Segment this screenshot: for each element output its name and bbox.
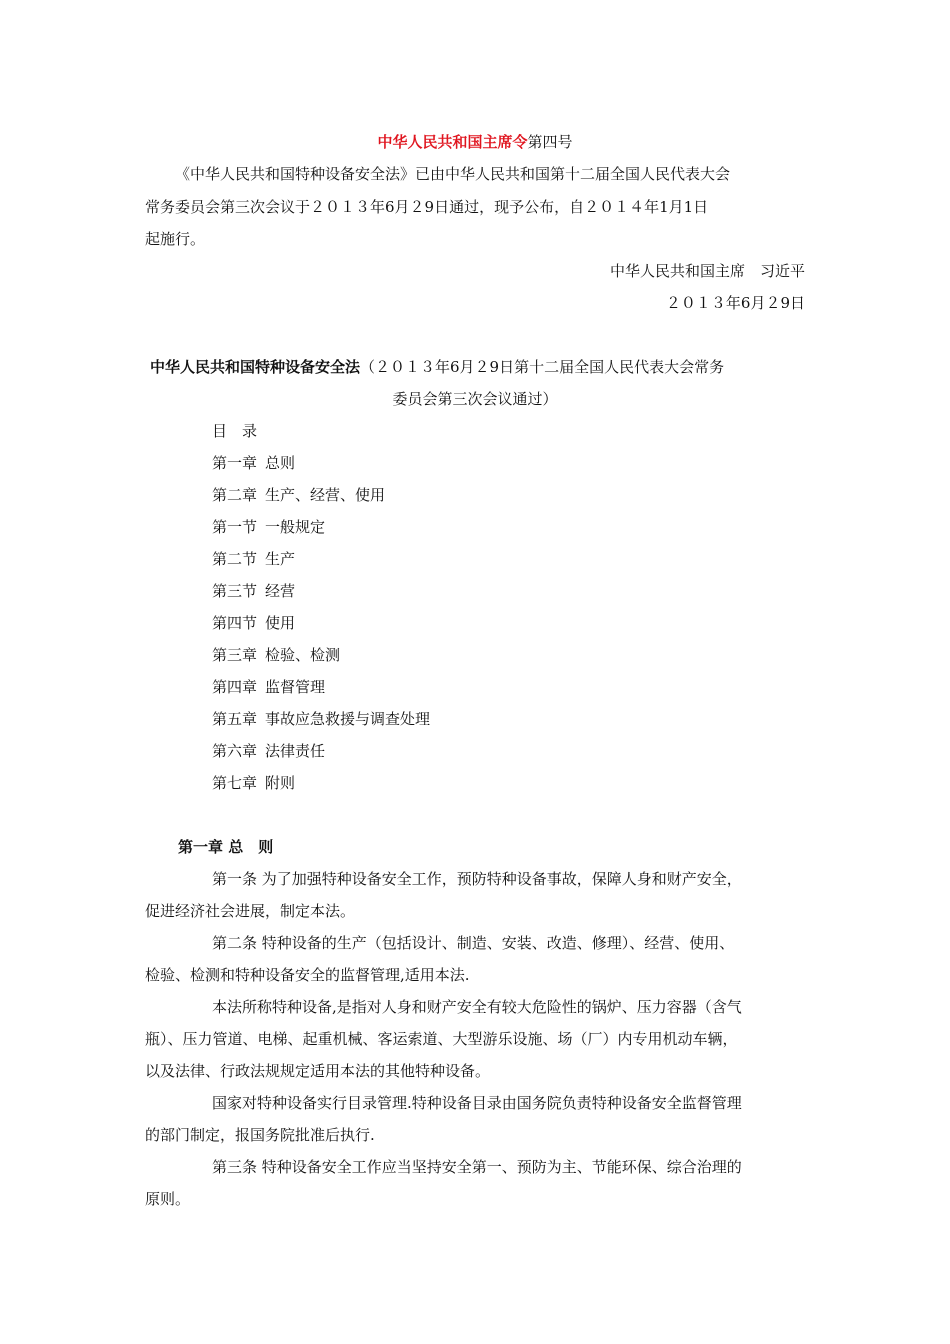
article-1-line-1: 第一条 为了加强特种设备安全工作，预防特种设备事故，保障人身和财产安全， (212, 870, 742, 888)
article-2c-line-1: 国家对特种设备实行目录管理.特种设备目录由国务院负责特种设备安全监督管理 (212, 1094, 742, 1112)
article-3-line-1: 第三条 特种设备安全工作应当坚持安全第一、预防为主、节能环保、综合治理的 (212, 1158, 742, 1176)
order-paragraph-line-1: 《中华人民共和国特种设备安全法》已由中华人民共和国第十二届全国人民代表大会 (175, 165, 731, 183)
toc-item-num: 第五章 (212, 710, 258, 728)
law-title-note-2: 委员会第三次会议通过） (392, 390, 558, 408)
article-2b-line-1: 本法所称特种设备,是指对人身和财产安全有较大危险性的锅炉、压力容器（含气 (212, 998, 742, 1016)
toc-item (212, 709, 430, 729)
toc-item-num: 第七章 (212, 774, 258, 792)
toc-item (212, 581, 295, 601)
toc-item-title: 一般规定 (265, 518, 326, 536)
toc-item-num: 第一节 (212, 518, 258, 536)
order-title-suffix: 第四号 (527, 133, 573, 151)
toc-item-num: 第二节 (212, 550, 258, 568)
toc-item-title: 经营 (265, 582, 296, 600)
toc-item-num: 第三节 (212, 582, 258, 600)
law-title (150, 357, 724, 377)
order-paragraph-line-3: 起施行。 (145, 230, 206, 248)
toc-item-title: 检验、检测 (265, 646, 341, 664)
toc-item-title: 生产 (265, 550, 296, 568)
toc-item-num: 第六章 (212, 742, 258, 760)
article-3-line-2: 原则。 (145, 1190, 191, 1208)
toc-item (212, 645, 340, 665)
toc-heading: 目 录 (212, 422, 258, 440)
toc-item-title: 总则 (265, 454, 296, 472)
toc-item (212, 485, 385, 505)
article-2b-line-3: 以及法律、行政法规规定适用本法的其他特种设备。 (145, 1062, 491, 1080)
toc-item (212, 741, 325, 761)
article-2b-line-2: 瓶）、压力管道、电梯、起重机械、客运索道、大型游乐设施、场（厂）内专用机动车辆， (145, 1030, 738, 1048)
law-title-bold: 中华人民共和国特种设备安全法 (150, 358, 361, 376)
toc-item-num: 第二章 (212, 486, 258, 504)
toc-item-title: 监督管理 (265, 678, 326, 696)
toc-item-title: 使用 (265, 614, 296, 632)
toc-item-num: 第四章 (212, 678, 258, 696)
toc-item (212, 773, 295, 793)
article-2-line-2: 检验、检测和特种设备安全的监督管理,适用本法. (145, 966, 470, 984)
article-2-line-1: 第二条 特种设备的生产（包括设计、制造、安装、改造、修理）、经营、使用、 (212, 934, 735, 952)
toc-item (212, 549, 295, 569)
order-paragraph-line-2: 常务委员会第三次会议于２０１３年6月２9日通过，现予公布，自２０１４年1月1日 (145, 198, 709, 216)
toc-item-num: 第四节 (212, 614, 258, 632)
article-2c-line-2: 的部门制定，报国务院批准后执行. (145, 1126, 375, 1144)
toc-item-num: 第一章 (212, 454, 258, 472)
chapter-heading: 第一章 总 则 (178, 838, 274, 856)
order-title-red: 中华人民共和国主席令 (377, 133, 528, 151)
article-1-line-2: 促进经济社会进展，制定本法。 (145, 902, 356, 920)
toc-item-title: 生产、经营、使用 (265, 486, 386, 504)
law-title-note-1: （２０１３年6月２9日第十二届全国人民代表大会常务 (360, 358, 725, 376)
toc-item (212, 677, 325, 697)
toc-item (212, 517, 325, 537)
toc-item-num: 第三章 (212, 646, 258, 664)
order-signature: 中华人民共和国主席 习近平 (609, 262, 805, 280)
toc-item-title: 附则 (265, 774, 296, 792)
order-date: ２０１３年6月２9日 (665, 294, 805, 312)
order-title (145, 131, 805, 152)
toc-item-title: 事故应急救援与调查处理 (265, 710, 431, 728)
toc-item (212, 613, 295, 633)
toc-item-title: 法律责任 (265, 742, 326, 760)
toc-item (212, 453, 295, 473)
